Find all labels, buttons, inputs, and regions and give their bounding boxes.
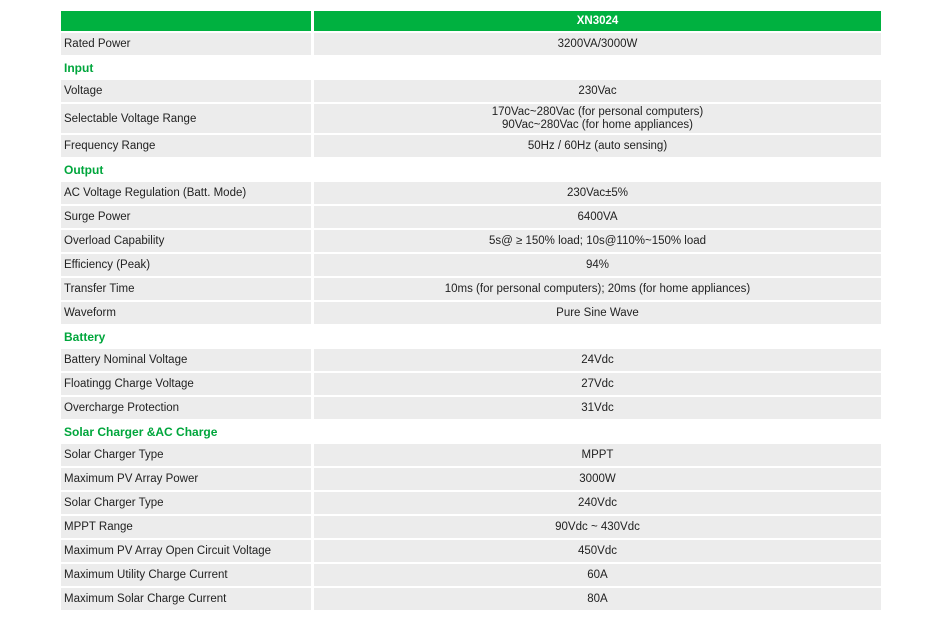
table-row	[61, 80, 881, 102]
row-value: 94%	[314, 254, 881, 276]
table-row	[61, 33, 881, 55]
section-title: Input	[61, 57, 311, 78]
section-title: Solar Charger &AC Charge	[61, 421, 311, 442]
table-row	[61, 135, 881, 157]
row-value: 5s@ ≥ 150% load; 10s@110%~150% load	[314, 230, 881, 252]
row-value: 50Hz / 60Hz (auto sensing)	[314, 135, 881, 157]
section-heading-row	[61, 57, 881, 78]
table-row	[61, 206, 881, 228]
row-value: Pure Sine Wave	[314, 302, 881, 324]
row-label: Voltage	[61, 80, 311, 102]
row-value: 60A	[314, 564, 881, 586]
table-row	[61, 373, 881, 395]
row-label: Selectable Voltage Range	[61, 104, 311, 133]
table-row	[61, 444, 881, 466]
row-value: 230Vac	[314, 80, 881, 102]
row-value: 3000W	[314, 468, 881, 490]
table-row	[61, 540, 881, 562]
section-heading-row	[61, 421, 881, 442]
table-row	[61, 349, 881, 371]
row-value: 450Vdc	[314, 540, 881, 562]
row-value: 240Vdc	[314, 492, 881, 514]
row-value: 6400VA	[314, 206, 881, 228]
table-header-row	[61, 11, 881, 31]
table-row	[61, 302, 881, 324]
table-row	[61, 104, 881, 133]
table-row	[61, 516, 881, 538]
section-heading-row	[61, 159, 881, 180]
row-value: 24Vdc	[314, 349, 881, 371]
section-blank	[314, 326, 881, 347]
table-row	[61, 468, 881, 490]
row-value: 27Vdc	[314, 373, 881, 395]
section-title: Output	[61, 159, 311, 180]
row-label: Overcharge Protection	[61, 397, 311, 419]
row-label: AC Voltage Regulation (Batt. Mode)	[61, 182, 311, 204]
row-value: 3200VA/3000W	[314, 33, 881, 55]
row-label: Maximum Utility Charge Current	[61, 564, 311, 586]
table-row	[61, 182, 881, 204]
row-label: Solar Charger Type	[61, 492, 311, 514]
row-value: 90Vdc ~ 430Vdc	[314, 516, 881, 538]
row-label: MPPT Range	[61, 516, 311, 538]
model-header: XN3024	[314, 11, 881, 31]
row-value: MPPT	[314, 444, 881, 466]
section-heading-row	[61, 326, 881, 347]
row-value	[314, 104, 881, 133]
header-blank-cell	[61, 11, 311, 31]
table-row	[61, 278, 881, 300]
row-label: Maximum PV Array Power	[61, 468, 311, 490]
table-row	[61, 492, 881, 514]
section-title: Battery	[61, 326, 311, 347]
section-blank	[314, 57, 881, 78]
row-value: 80A	[314, 588, 881, 610]
row-label: Floatingg Charge Voltage	[61, 373, 311, 395]
row-label: Rated Power	[61, 33, 311, 55]
row-label: Overload Capability	[61, 230, 311, 252]
table-row	[61, 254, 881, 276]
row-label: Maximum Solar Charge Current	[61, 588, 311, 610]
section-blank	[314, 159, 881, 180]
table-row	[61, 588, 881, 610]
section-blank	[314, 421, 881, 442]
row-value-line: 170Vac~280Vac (for personal computers)	[491, 105, 704, 118]
row-value-line: 90Vac~280Vac (for home appliances)	[501, 118, 694, 131]
row-label: Surge Power	[61, 206, 311, 228]
row-label: Frequency Range	[61, 135, 311, 157]
row-value: 10ms (for personal computers); 20ms (for home appliances)	[314, 278, 881, 300]
row-label: Efficiency (Peak)	[61, 254, 311, 276]
table-row	[61, 397, 881, 419]
row-label: Maximum PV Array Open Circuit Voltage	[61, 540, 311, 562]
row-label: Battery Nominal Voltage	[61, 349, 311, 371]
spec-table	[61, 11, 881, 612]
row-label: Transfer Time	[61, 278, 311, 300]
row-value: 31Vdc	[314, 397, 881, 419]
table-row	[61, 230, 881, 252]
row-value: 230Vac±5%	[314, 182, 881, 204]
row-label: Waveform	[61, 302, 311, 324]
row-label: Solar Charger Type	[61, 444, 311, 466]
table-row	[61, 564, 881, 586]
